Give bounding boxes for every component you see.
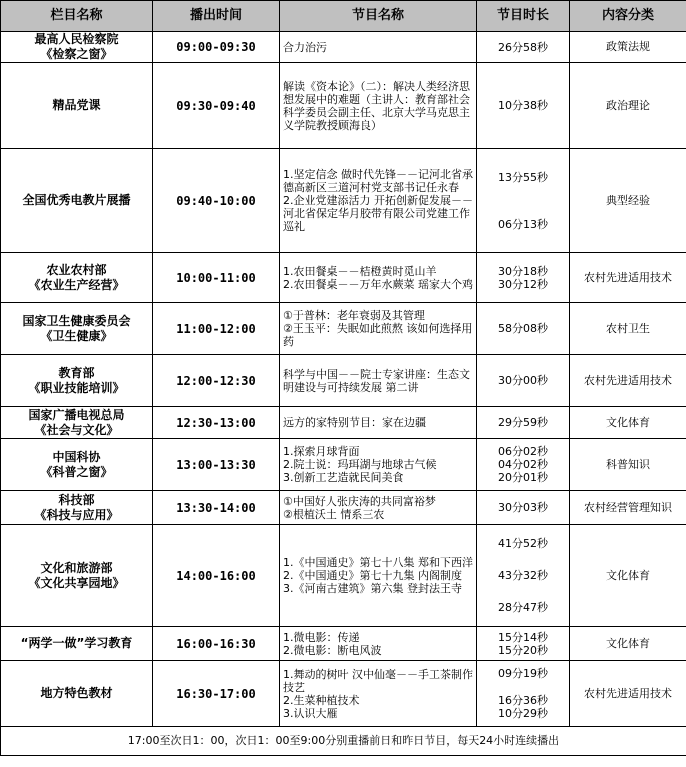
air-time-cell: 09:00-09:30 [153, 32, 280, 63]
column-name-line: 文化和旅游部 [40, 560, 113, 575]
duration-line: 29分59秒 [498, 416, 548, 429]
air-time-cell: 09:40-10:00 [153, 149, 280, 253]
column-name-line: 最高人民检察院 [34, 32, 119, 46]
duration-cell [477, 439, 570, 491]
duration-line: 06分13秒 [498, 217, 548, 231]
table-row [1, 253, 686, 303]
duration-line: 16分36秒 [498, 694, 548, 707]
program-line: 1.探索月球背面 [283, 445, 360, 458]
rebroadcast-note: 17:00至次日1：00，次日1：00至9:00分别重播前日和昨日节目，每天24小时连续播出 [1, 727, 686, 756]
category-cell: 文化体育 [570, 525, 686, 627]
duration-line: 26分58秒 [498, 40, 548, 54]
column-name-line: 科技部 [58, 492, 95, 507]
column-name-cell [1, 63, 153, 149]
air-time-cell: 16:00-16:30 [153, 627, 280, 661]
air-time-cell: 11:00-12:00 [153, 303, 280, 355]
air-time-cell: 14:00-16:00 [153, 525, 280, 627]
program-line: 2.微电影：断电风波 [283, 643, 382, 657]
table-row [1, 439, 686, 491]
program-line: ②王玉平：失眠如此煎熬 该如何选择用药 [283, 322, 473, 348]
duration-cell [477, 407, 570, 439]
column-name-cell [1, 253, 153, 303]
header-row [1, 1, 686, 32]
column-name-cell [1, 407, 153, 439]
duration-line: 13分55秒 [498, 170, 548, 184]
program-line: 2.生菜种植技术 [283, 693, 360, 707]
table-row [1, 63, 686, 149]
column-name-line: 国家卫生健康委员会 [22, 313, 131, 328]
table-row [1, 32, 686, 63]
duration-line: 15分20秒 [498, 643, 548, 657]
column-name-line: 中国科协 [52, 449, 101, 464]
table-row [1, 303, 686, 355]
program-line: 2.院士说：玛珥湖与地球古气候 [283, 458, 437, 471]
duration-line: 30分12秒 [498, 277, 548, 291]
program-cell [280, 149, 477, 253]
air-time-cell: 12:30-13:00 [153, 407, 280, 439]
program-line: 1.舞动的树叶 汉中仙毫－－手工茶制作技艺 [283, 667, 473, 694]
duration-line: 10分38秒 [498, 99, 548, 112]
air-time-cell: 10:00-11:00 [153, 253, 280, 303]
duration-line: 10分29秒 [498, 707, 548, 720]
table-row [1, 149, 686, 253]
category-cell: 政治理论 [570, 63, 686, 149]
program-line: 合力治污 [283, 40, 327, 54]
program-line: 1.坚定信念 做时代先锋－－记河北省承德高新区三道河村党支部书记任永春 [283, 168, 473, 194]
column-name-line: 《科技与应用》 [34, 507, 119, 522]
air-time-cell: 16:30-17:00 [153, 661, 280, 727]
duration-cell [477, 63, 570, 149]
column-name-cell [1, 32, 153, 63]
program-line: 2.《中国通史》第七十九集 内阁制度 [283, 569, 462, 582]
program-cell [280, 439, 477, 491]
program-line: 3.认识大雁 [283, 706, 338, 720]
program-line: 3.创新工艺造就民间美食 [283, 471, 404, 484]
table-row [1, 355, 686, 407]
column-name-cell [1, 439, 153, 491]
category-cell: 农村先进适用技术 [570, 253, 686, 303]
program-cell [280, 407, 477, 439]
air-time-cell: 12:00-12:30 [153, 355, 280, 407]
column-name-cell [1, 525, 153, 627]
duration-cell [477, 32, 570, 63]
duration-line: 20分01秒 [498, 471, 548, 484]
column-name-line: “两学一做”学习教育 [20, 636, 133, 650]
duration-cell [477, 355, 570, 407]
category-cell: 科普知识 [570, 439, 686, 491]
program-cell [280, 303, 477, 355]
air-time-cell: 13:00-13:30 [153, 439, 280, 491]
column-name-line: 国家广播电视总局 [28, 407, 125, 422]
header-duration: 节目时长 [477, 1, 570, 32]
program-line: 1.农田餐桌－－桔橙黄时觅山羊 [283, 264, 437, 278]
program-cell [280, 525, 477, 627]
duration-line: 30分18秒 [498, 264, 548, 278]
program-cell [280, 491, 477, 525]
program-line: ①中国好人张庆涛的共同富裕梦 [283, 494, 436, 508]
column-name-cell [1, 149, 153, 253]
program-line: 1.微电影：传递 [283, 630, 360, 644]
column-name-line: 全国优秀电教片展播 [22, 193, 131, 207]
program-line: ②根植沃土 情系三农 [283, 507, 385, 521]
table-row [1, 407, 686, 439]
duration-line: 41分52秒 [498, 537, 548, 550]
program-cell [280, 661, 477, 727]
duration-line: 30分00秒 [498, 374, 548, 387]
column-name-cell [1, 627, 153, 661]
duration-line: 04分02秒 [498, 458, 548, 471]
program-line: 2.农田餐桌－－万年水蕨菜 瑶家大个鸡 [283, 277, 473, 291]
column-name-cell [1, 661, 153, 727]
header-program-name: 节目名称 [280, 1, 477, 32]
program-line: 解读《资本论》（二）：解决人类经济思想发展中的难题（主讲人：教育部社会科学委员会副主任、北京大学马克思主义学院教授顾海良） [283, 79, 470, 132]
program-line: ①于普林：老年衰弱及其管理 [283, 309, 425, 322]
category-cell: 政策法规 [570, 32, 686, 63]
duration-line: 28分47秒 [498, 601, 548, 614]
table-row [1, 491, 686, 525]
duration-line: 30分03秒 [498, 501, 548, 514]
category-cell: 农村先进适用技术 [570, 661, 686, 727]
category-cell: 农村先进适用技术 [570, 355, 686, 407]
duration-cell [477, 525, 570, 627]
program-line: 1.《中国通史》第七十八集 郑和下西洋 [283, 556, 473, 569]
column-name-line: 《检察之窗》 [40, 47, 113, 61]
column-name-line: 教育部 [58, 365, 95, 380]
column-name-cell [1, 303, 153, 355]
table-row [1, 627, 686, 661]
header-air-time: 播出时间 [153, 1, 280, 32]
table-row [1, 525, 686, 627]
column-name-line: 精品党课 [52, 98, 101, 112]
duration-line: 06分02秒 [498, 445, 548, 458]
column-name-line: 《科普之窗》 [40, 464, 113, 479]
duration-cell [477, 491, 570, 525]
column-name-cell [1, 491, 153, 525]
column-name-line: 《职业技能培训》 [28, 380, 125, 395]
program-line: 2.企业党建添活力 开拓创新促发展－－河北省保定华月胶带有限公司党建工作巡礼 [283, 194, 473, 233]
air-time-cell: 09:30-09:40 [153, 63, 280, 149]
duration-line: 58分08秒 [498, 322, 548, 335]
header-column-name: 栏目名称 [1, 1, 153, 32]
column-name-line: 《农业生产经营》 [28, 277, 125, 292]
program-line: 远方的家特别节目：家在边疆 [283, 416, 426, 429]
program-cell [280, 253, 477, 303]
duration-line: 43分32秒 [498, 569, 548, 582]
duration-cell [477, 627, 570, 661]
duration-line: 09分19秒 [498, 667, 548, 680]
duration-cell [477, 253, 570, 303]
program-line: 科学与中国－－院士专家讲座：生态文明建设与可持续发展 第二讲 [283, 367, 470, 394]
category-cell: 农村经营管理知识 [570, 491, 686, 525]
column-name-line: 地方特色教材 [40, 686, 113, 700]
column-name-line: 《卫生健康》 [40, 328, 113, 343]
program-cell [280, 355, 477, 407]
program-cell [280, 627, 477, 661]
duration-cell [477, 303, 570, 355]
category-cell: 典型经验 [570, 149, 686, 253]
air-time-cell: 13:30-14:00 [153, 491, 280, 525]
column-name-line: 《文化共享园地》 [28, 575, 125, 590]
program-cell [280, 63, 477, 149]
footer-row [1, 727, 686, 756]
duration-line: 15分14秒 [498, 630, 548, 644]
column-name-line: 《社会与文化》 [34, 422, 119, 437]
category-cell: 农村卫生 [570, 303, 686, 355]
category-cell: 文化体育 [570, 627, 686, 661]
column-name-cell [1, 355, 153, 407]
category-cell: 文化体育 [570, 407, 686, 439]
program-line: 3.《河南古建筑》第六集 登封法王寺 [283, 582, 462, 595]
duration-cell [477, 149, 570, 253]
program-cell [280, 32, 477, 63]
header-category: 内容分类 [570, 1, 686, 32]
duration-cell [477, 661, 570, 727]
column-name-line: 农业农村部 [46, 262, 107, 277]
table-row [1, 661, 686, 727]
